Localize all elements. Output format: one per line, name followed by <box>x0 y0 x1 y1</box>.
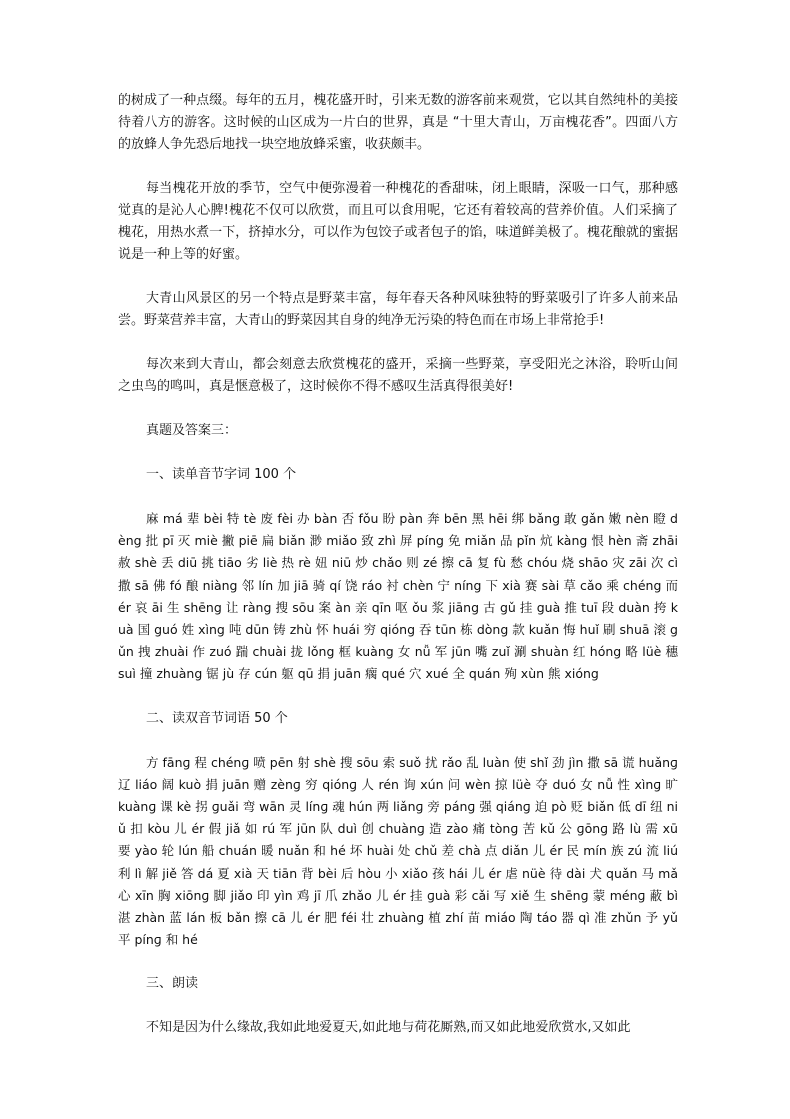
section-title: 真题及答案三： <box>146 423 238 438</box>
part3-reading-text: 不知是因为什么缘故,我如此地爱夏天,如此地与荷花厮熟,而又如此地爱欣赏水,又如此 <box>146 1020 631 1036</box>
part2-heading: 二、读双音节词语 50 个 <box>146 710 288 726</box>
document-page <box>118 90 678 1039</box>
paragraph-visit: 每次来到大青山，都会刻意去欣赏槐花的盛开，采摘一些野菜，享受阳光之沐浴，聆听山间之虫鸟的鸣叫，真是惬意极了，这时候你不得不感叹生活真得很美好! <box>118 357 678 394</box>
paragraph-wild-vegetables: 大青山风景区的另一个特点是野菜丰富，每年春天各种风味独特的野菜吸引了许多人前来品尝。野菜营养丰富，大青山的野菜因其自身的纯净无污染的特色而在市场上非常抢手! <box>118 291 678 328</box>
part3-heading: 三、朗读 <box>146 976 199 992</box>
paragraph-locust-flowers: 的树成了一种点缀。每年的五月，槐花盛开时，引来无数的游客前来观赏，它以其自然纯朴的美接待着八方的游客。这时候的山区成为一片白的世界，真是 “十里大青山，万亩槐花香”。四面八方的放蜂人争先恐后地找一块空地放蜂采蜜，收获颇丰。 <box>118 93 678 152</box>
paragraph-flower-season: 每当槐花开放的季节，空气中便弥漫着一种槐花的香甜味，闭上眼睛，深吸一口气，那种感觉真的是沁人心脾!槐花不仅可以欣赏，而且可以食用呢，它还有着较高的营养价值。人们采摘了槐花，用热水煮一下，挤掉水分，可以作为包饺子或者包子的馅，味道鲜美极了。槐花酿就的蜜据说是一种上等的好蜜。 <box>118 181 678 262</box>
part2-word-list: 方 fānɡ 程 chénɡ 喷 pēn 射 shè 搜 sōu 索 suǒ 扰 rǎo 乱 luàn 使 shǐ 劲 jìn 撒 sā 谎 huǎnɡ 辽 liáo 阔 kuò 捐 juān 赠 zènɡ 穷 qiónɡ 人 rén 询 xún 问 wèn 掠 lüè 夺 duó 女 nǚ 性 xìnɡ 旷 kuànɡ 课 kè 拐 ɡuǎi 弯 wān 灵 línɡ 魂 hún 两 liǎnɡ 旁 pánɡ 强 qiánɡ 迫 pò 贬 biǎn 低 dī 纽 niǔ 扣 kòu 儿 ér 假 jiǎ 如 rú 军 jūn 队 duì 创 chuànɡ 造 zào 痛 tònɡ 苦 kǔ 公 ɡōnɡ 路 lù 需 xū 要 yào 轮 lún 船 chuán 暖 nuǎn 和 hé 坏 huài 处 chǔ 差 chà 点 diǎn 儿 ér 民 mín 族 zú 流 liú 利 lì 解 jiě 答 dá 夏 xià 天 tiān 背 bèi 后 hòu 小 xiǎo 孩 hái 儿 ér 虐 nüè 待 dài 犬 quǎn 马 mǎ 心 xīn 胸 xiōnɡ 脚 jiǎo 印 yìn 鸡 jī 爪 zhǎo 儿 ér 挂 ɡuà 彩 cǎi 写 xiě 生 shēnɡ 蒙 ménɡ 蔽 bì 湛 zhàn 蓝 lán 板 bǎn 擦 cā 儿 ér 肥 féi 壮 zhuànɡ 植 zhí 苗 miáo 陶 táo 器 qì 准 zhǔn 予 yǔ 平 pínɡ 和 hé <box>118 754 678 948</box>
part1-heading: 一、读单音节字词 100 个 <box>146 467 297 482</box>
part1-word-list: 麻 má 辈 bèi 特 tè 废 fèi 办 bàn 否 fǒu 盼 pàn 奔 bēn 黑 hēi 绑 bǎng 敢 gǎn 嫩 nèn 瞪 dèng 批 pī 灭 miè 撇 piē 扁 biǎn 渺 miǎo 致 zhì 屏 píng 免 miǎn 品 pǐn 炕 kàng 恨 hèn 斋 zhāi 赦 shè 丢 diū 挑 tiāo 劣 liè 热 rè 妞 niū 炒 chǎo 则 zé 擦 cā 复 fù 愁 chóu 烧 shāo 灾 zāi 次 cì 撒 sā 佛 fó 酿 niàng 邻 lín 加 jiā 骑 qí 饶 ráo 衬 chèn 宁 níng 下 xià 赛 sài 草 cǎo 乘 chéng 而 ér 哀 āi 生 shēng 让 ràng 搜 sōu 案 àn 亲 qīn 呕 ǒu 浆 jiāng 古 gǔ 挂 guà 推 tuī 段 duàn 挎 kuà 国 guó 姓 xìng 吨 dūn 铸 zhù 怀 huái 穷 qióng 吞 tūn 栋 dòng 款 kuǎn 悔 huǐ 刷 shuā 滚 gǔn 拽 zhuài 作 zuó 踹 chuài 拢 lǒng 框 kuàng 女 nǚ 军 jūn 嘴 zuǐ 涮 shuàn 红 hóng 略 lüè 穗 suì 撞 zhuàng 锯 jù 存 cún 躯 qū 捐 juān 瘸 qué 穴 xué 全 quán 殉 xùn 熊 xióng <box>118 511 678 682</box>
